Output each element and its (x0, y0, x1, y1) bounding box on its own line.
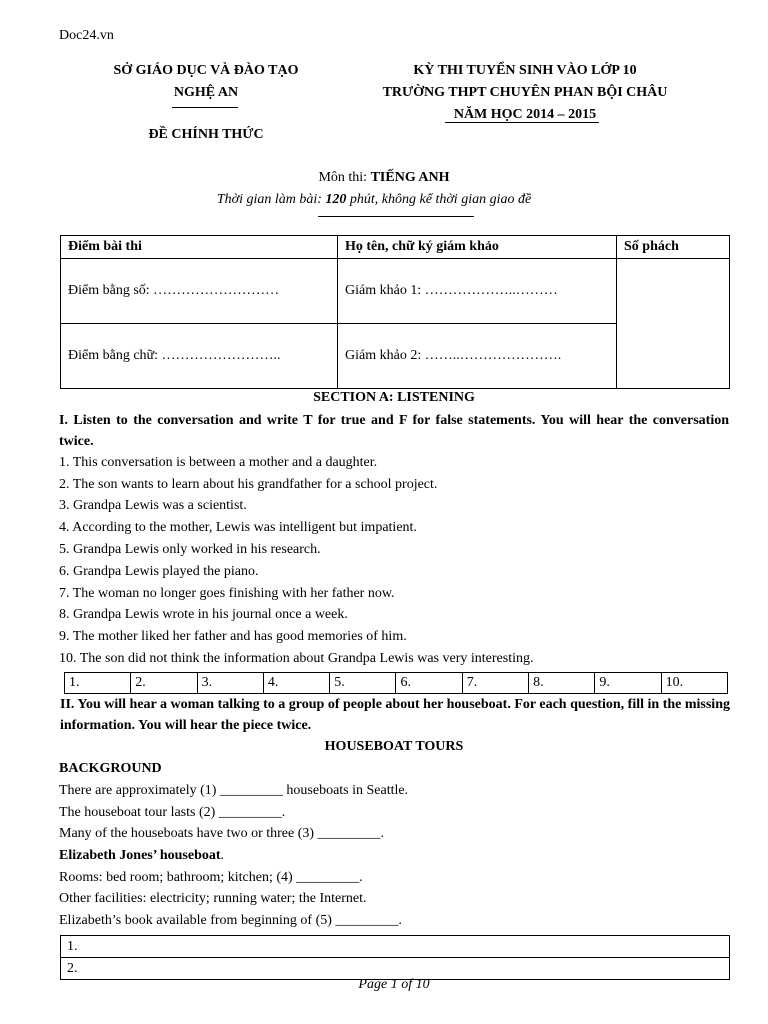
answer-cell[interactable]: 9. (595, 673, 661, 694)
statement: 9. The mother liked her father and has good memories of him. (59, 629, 407, 644)
fill-line: The houseboat tour lasts (2) _________. (59, 805, 286, 820)
header-left (76, 60, 336, 104)
code-cell (617, 259, 730, 389)
examiner-2-field: Giám khảo 2: ……..…………………. (338, 324, 617, 389)
answer-cell[interactable]: 7. (462, 673, 528, 694)
site-watermark: Doc24.vn (59, 28, 114, 43)
answer-cell[interactable]: 6. (396, 673, 462, 694)
statement: 5. Grandpa Lewis only worked in his research. (59, 542, 321, 557)
score-header: Điểm bài thi (61, 236, 338, 259)
true-false-answer-table (64, 672, 728, 694)
part2-instruction: II. You will hear a woman talking to a group of people about her houseboat. For each question, fill in the missing information. You will hear the piece twice. (60, 697, 730, 733)
statement: 8. Grandpa Lewis wrote in his journal once a week. (59, 607, 348, 622)
fill-line: Rooms: bed room; bathroom; kitchen; (4) _________. (59, 870, 363, 885)
answer-cell[interactable]: 8. (529, 673, 595, 694)
houseboat-title: HOUSEBOAT TOURS (324, 739, 464, 754)
answer-cell[interactable]: 5. (330, 673, 396, 694)
time-note: phút, không kể thời gian giao đề (349, 192, 532, 207)
fill-line: Elizabeth’s book available from beginning of (5) _________. (59, 913, 402, 928)
fill-line: Many of the houseboats have two or three (3) _________. (59, 826, 385, 841)
statement: 2. The son wants to learn about his grandfather for a school project. (59, 477, 438, 492)
school-year-underline (445, 122, 599, 123)
time-minutes: 120 (325, 192, 347, 207)
background-heading: BACKGROUND (59, 761, 162, 776)
statement: 6. Grandpa Lewis played the piano. (59, 564, 259, 579)
examiner-header: Họ tên, chữ ký giám khảo (338, 236, 617, 259)
elizabeth-heading: Elizabeth Jones’ houseboat. (59, 848, 225, 863)
exam-name: KỲ THI TUYỂN SINH VÀO LỚP 10 (413, 63, 637, 78)
statement: 10. The son did not think the information about Grandpa Lewis was very interesting. (59, 651, 534, 666)
section-a-title: SECTION A: LISTENING (313, 390, 475, 405)
score-table (60, 235, 730, 389)
examiner-1-field: Giám khảo 1: ………………..……… (338, 259, 617, 324)
time-line (0, 192, 748, 208)
subject-line (0, 170, 768, 186)
time-underline (318, 216, 474, 217)
subject-label: Môn thi: (318, 170, 368, 185)
time-label: Thời gian làm bài: (216, 192, 322, 207)
official-exam-label: ĐỀ CHÍNH THỨC (148, 127, 264, 142)
school-year: NĂM HỌC 2014 – 2015 (453, 107, 597, 122)
statement: 7. The woman no longer goes finishing with her father now. (59, 586, 395, 601)
subject-value: TIẾNG ANH (370, 170, 450, 185)
part1-instruction: I. Listen to the conversation and write T for true and F for false statements. You will hear the conversation twice. (59, 413, 729, 449)
answer-cell[interactable]: 4. (263, 673, 329, 694)
fill-line: Other facilities: electricity; running water; the Internet. (59, 891, 367, 906)
answer-cell[interactable]: 1. (65, 673, 131, 694)
statement: 4. According to the mother, Lewis was intelligent but impatient. (59, 520, 417, 535)
header-left-underline (172, 107, 238, 108)
score-number-field: Điểm bằng số: ……………………… (61, 259, 338, 324)
fill-answer-table (60, 935, 730, 980)
answer-row[interactable]: 1. (61, 936, 730, 958)
header-right (350, 60, 700, 126)
statement: 1. This conversation is between a mother and a daughter. (59, 455, 378, 470)
code-header: Số phách (617, 236, 730, 259)
answer-row[interactable]: 2. (61, 958, 730, 980)
province-name: NGHỆ AN (173, 85, 239, 100)
answer-cell[interactable]: 10. (661, 673, 727, 694)
fill-line: There are approximately (1) _________ houseboats in Seattle. (59, 783, 409, 798)
page-footer: Page 1 of 10 (358, 977, 430, 992)
answer-cell[interactable]: 2. (131, 673, 197, 694)
score-words-field: Điểm bằng chữ: …………………….. (61, 324, 338, 389)
department-name: SỞ GIÁO DỤC VÀ ĐÀO TẠO (113, 63, 299, 78)
statement: 3. Grandpa Lewis was a scientist. (59, 498, 247, 513)
answer-cell[interactable]: 3. (197, 673, 263, 694)
school-name: TRƯỜNG THPT CHUYÊN PHAN BỘI CHÂU (382, 85, 668, 100)
